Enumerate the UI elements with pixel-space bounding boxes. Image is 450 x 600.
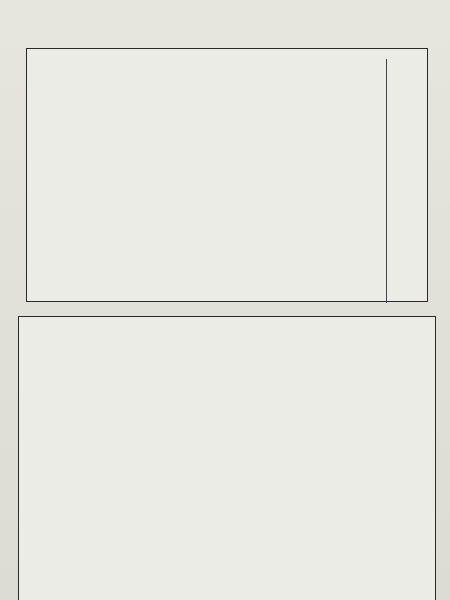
toc-entry bbox=[73, 59, 87, 291]
toc-entry bbox=[200, 59, 214, 291]
toc-entry bbox=[306, 327, 322, 590]
toc-entry bbox=[128, 327, 144, 590]
contents-panel-top bbox=[26, 48, 428, 302]
toc-entry bbox=[385, 327, 401, 590]
toc-entry bbox=[346, 59, 360, 291]
toc-entry bbox=[108, 327, 124, 590]
toc-entry bbox=[88, 327, 104, 590]
toc-entry bbox=[227, 327, 243, 590]
toc-entry bbox=[49, 327, 65, 590]
toc-entry bbox=[37, 59, 51, 291]
toc-entry bbox=[207, 327, 223, 590]
toc-entry bbox=[146, 59, 160, 291]
toc-entry bbox=[187, 327, 203, 590]
toc-entry bbox=[92, 59, 106, 291]
toc-entry bbox=[68, 327, 84, 590]
toc-entry bbox=[255, 59, 269, 291]
toc-entry bbox=[167, 327, 183, 590]
toc-entry bbox=[346, 327, 362, 590]
toc-entry bbox=[365, 327, 381, 590]
contents-panel-bottom bbox=[18, 316, 436, 600]
toc-entry bbox=[182, 59, 196, 291]
toc-entry bbox=[29, 327, 45, 590]
section-heading bbox=[405, 327, 425, 590]
toc-entry bbox=[55, 59, 69, 291]
toc-entry bbox=[328, 59, 342, 291]
toc-entry bbox=[266, 327, 282, 590]
toc-entry bbox=[219, 59, 233, 291]
toc-entry bbox=[326, 327, 342, 590]
toc-entry bbox=[273, 59, 287, 291]
toc-entry bbox=[148, 327, 164, 590]
toc-entry bbox=[286, 327, 302, 590]
toc-entry bbox=[237, 59, 251, 291]
page-title bbox=[386, 59, 417, 303]
toc-entry bbox=[309, 59, 323, 291]
toc-entry bbox=[291, 59, 305, 291]
toc-entry bbox=[247, 327, 263, 590]
toc-entry bbox=[110, 59, 124, 291]
toc-entry bbox=[128, 59, 142, 291]
toc-entry bbox=[164, 59, 178, 291]
toc-entry bbox=[364, 59, 378, 291]
